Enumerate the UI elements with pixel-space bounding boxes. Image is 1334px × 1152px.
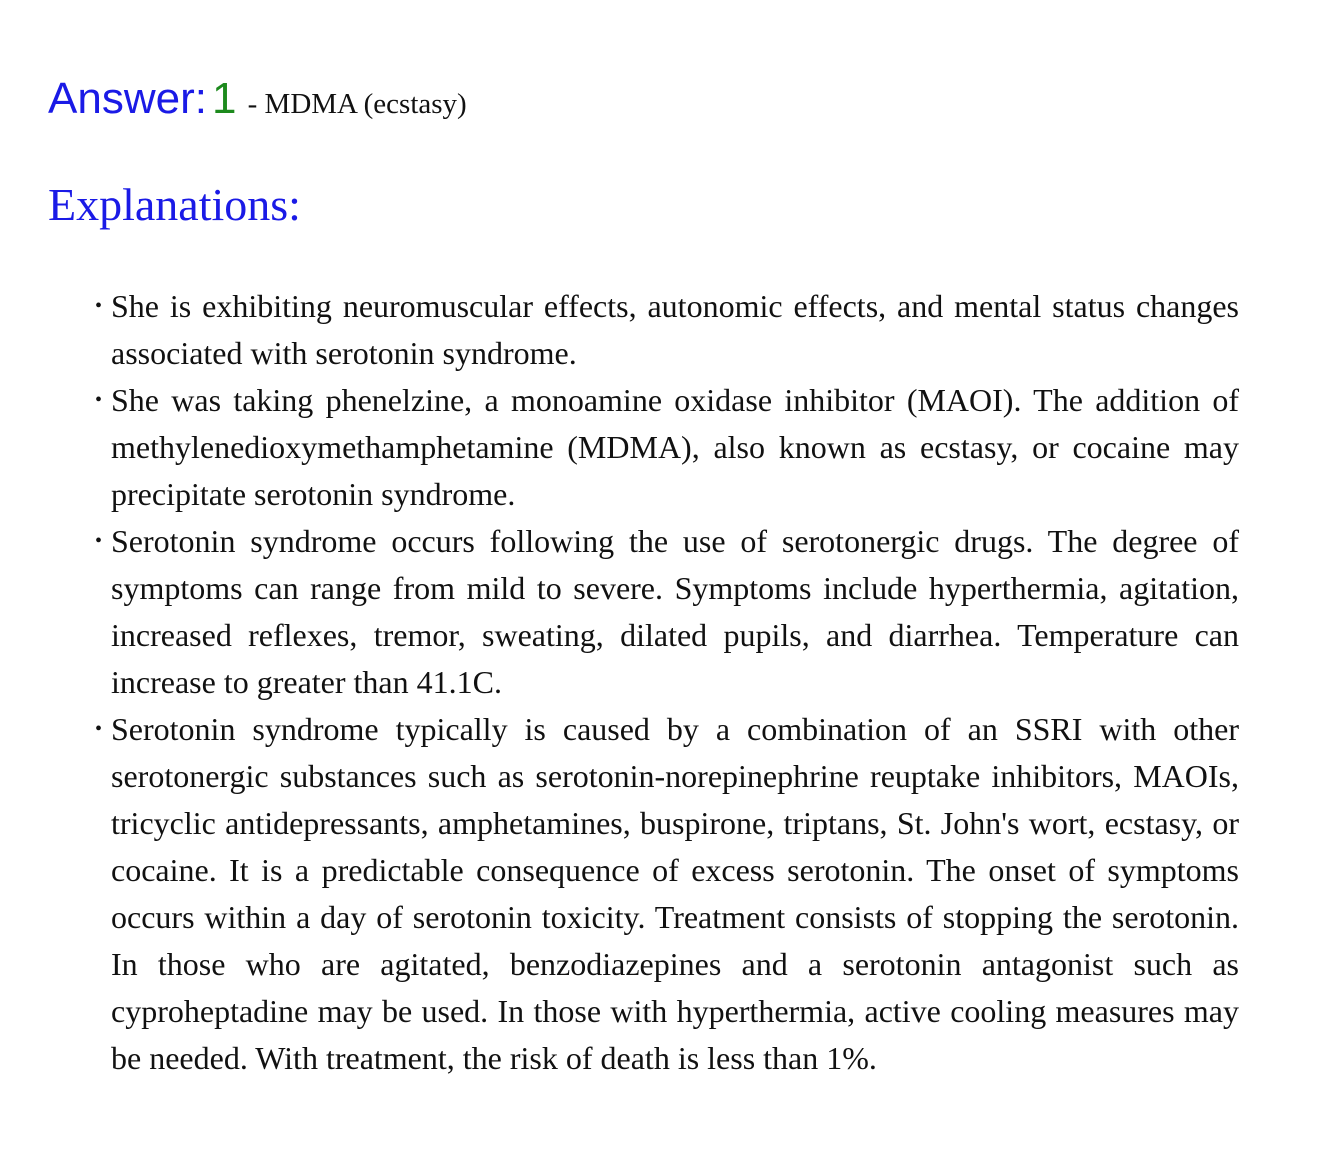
answer-text: - MDMA (ecstasy)	[247, 88, 467, 120]
explanations-list	[111, 283, 1239, 1082]
explanation-item: • Serotonin syndrome typically is caused by a combination of an SSRI with other serotonergic substances such as serotonin-norepinephrine reuptake inhibitors, MAOIs, tricyclic antidepressants, amphetamines, buspirone, triptans, St. John's wort, ecstasy, or cocaine. It is a predictable consequence of excess serotonin. The onset of symptoms occurs within a day of serotonin toxicity. Treatment consists of stopping the serotonin. In those who are agitated, benzodiazepines and a serotonin antagonist such as cyproheptadine may be used. In those with hyperthermia, active cooling measures may be needed. With treatment, the risk of death is less than 1%.	[111, 706, 1239, 1082]
explanation-item: • She was taking phenelzine, a monoamine oxidase inhibitor (MAOI). The addition of methylenedioxymethamphetamine (MDMA), also known as ecstasy, or cocaine may precipitate serotonin syndrome.	[111, 377, 1239, 518]
explanations-heading: Explanations:	[48, 179, 301, 230]
answer-label: Answer:	[48, 74, 207, 123]
explanation-item: • She is exhibiting neuromuscular effects, autonomic effects, and mental status changes associated with serotonin syndrome.	[111, 283, 1239, 377]
answer-line	[48, 74, 467, 124]
explanation-item: • Serotonin syndrome occurs following the use of serotonergic drugs. The degree of symptoms can range from mild to severe. Symptoms include hyperthermia, agitation, increased reflexes, tremor, sweating, dilated pupils, and diarrhea. Temperature can increase to greater than 41.1C.	[111, 518, 1239, 706]
answer-number: 1	[212, 74, 237, 123]
